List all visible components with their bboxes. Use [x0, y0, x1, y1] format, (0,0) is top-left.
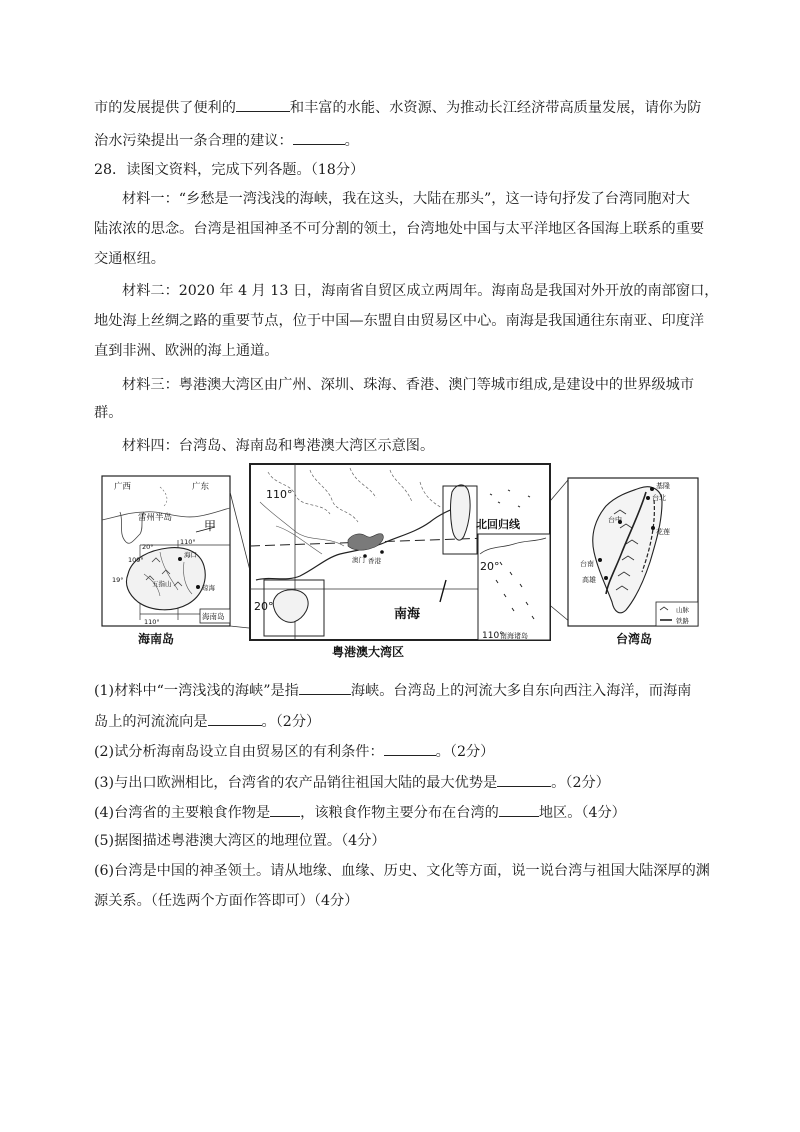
- intro-line-1: [94, 97, 701, 118]
- label-lat-20: 20°: [142, 543, 154, 551]
- label-haikou: 海口: [184, 551, 197, 559]
- question-text: 。（2分）: [435, 744, 495, 760]
- hainan-map: [102, 476, 230, 646]
- question-4: [94, 802, 626, 823]
- taiwan-map: [568, 478, 698, 646]
- answer-blank[interactable]: [293, 130, 345, 145]
- label-lon-110: 110°: [180, 538, 196, 546]
- answer-blank[interactable]: [299, 680, 351, 695]
- material-4: 材料四：台湾岛、海南岛和粤港澳大湾区示意图。: [122, 438, 435, 454]
- material-1-line-1: 材料一：“乡愁是一湾浅浅的海峡，我在这头，大陆在那头”，这一诗句抒发了台湾同胞对大: [122, 191, 690, 207]
- material-1-line-3: 交通枢纽。: [94, 251, 165, 267]
- label-lat-20-center: 20°: [254, 600, 274, 613]
- label-kaohsiung: 高雄: [582, 576, 596, 584]
- intro-text: 市的发展提供了便利的: [94, 100, 236, 116]
- label-lon-110-center: 110°: [266, 488, 293, 501]
- intro-line-2: [94, 130, 359, 151]
- label-hainan-box: 海南岛: [202, 612, 225, 621]
- material-2-line-1: 材料二：2020 年 4 月 13 日，海南省自贸区成立两周年。海南岛是我国对外开放的南部窗口，: [122, 283, 719, 299]
- label-qionghai: 琼海: [202, 584, 215, 592]
- label-guangxi: 广西: [114, 482, 132, 492]
- label-lat-20-inset: 20°: [480, 560, 500, 573]
- material-3-line-1: 材料三：粤港澳大湾区由广州、深圳、珠海、香港、澳门等城市组成,是建设中的世界级城市: [122, 377, 695, 393]
- label-guangdong: 广东: [192, 482, 210, 492]
- question-text: 。（2分）: [261, 714, 321, 730]
- question-text: (4)台湾省的主要粮食作物是: [94, 805, 271, 821]
- label-tropic-of-cancer: 北回归线: [476, 518, 520, 531]
- caption-hainan: 海南岛: [138, 632, 175, 646]
- label-lon-110-bottom: 110°: [144, 618, 160, 626]
- label-taipei: 台北: [652, 494, 666, 502]
- map-figure: [100, 462, 700, 662]
- label-leizhou: 雷州半岛: [138, 513, 173, 523]
- answer-blank[interactable]: [499, 802, 539, 817]
- label-taichung: 台中: [608, 516, 622, 524]
- answer-blank[interactable]: [236, 97, 290, 112]
- question-text: (3)与出口欧洲相比，台湾省的农产品销往祖国大陆的最大优势是: [94, 775, 498, 791]
- label-hong-kong: 香港: [368, 557, 381, 565]
- material-2-line-3: 直到非洲、欧洲的海上通道。: [94, 343, 279, 359]
- label-macau: 澳门: [352, 556, 365, 564]
- question-1-line-2: [94, 711, 320, 732]
- material-3-line-2: 群。: [94, 405, 123, 421]
- question-text: 地区。（4分）: [538, 805, 626, 821]
- label-south-china-sea: 南海: [394, 607, 421, 622]
- question-2: [94, 741, 494, 762]
- label-tainan: 台南: [580, 560, 594, 568]
- question-text: ，该粮食作物主要分布在台湾的: [300, 805, 499, 821]
- answer-blank[interactable]: [384, 741, 436, 756]
- answer-blank[interactable]: [208, 711, 262, 726]
- intro-text: 治水污染提出一条合理的建议：: [94, 133, 293, 149]
- map-figure-svg: [100, 462, 700, 662]
- label-lon-109: 109°: [128, 556, 144, 564]
- label-keelung: 基隆: [656, 482, 670, 490]
- material-1-line-2: 陆浓浓的思念。台湾是祖国神圣不可分割的领土，台湾地处中国与太平洋地区各国海上联系的重要: [94, 221, 705, 237]
- answer-blank[interactable]: [497, 772, 551, 787]
- label-south-sea-islands: 南海诸岛: [500, 632, 528, 640]
- label-lat-19: 19°: [112, 576, 124, 584]
- question-text: 岛上的河流流向是: [94, 714, 208, 730]
- intro-text: 和丰富的水能、水资源、为推动长江经济带高质量发展，请你为防: [289, 100, 702, 116]
- label-jia: 甲: [204, 519, 217, 533]
- label-hualien: 花莲: [656, 528, 670, 536]
- question-1-line-1: [94, 680, 691, 701]
- material-2-line-2: 地处海上丝绸之路的重要节点，位于中国—东盟自由贸易区中心。南海是我国通往东南亚、印度洋: [94, 313, 705, 329]
- caption-taiwan: 台湾岛: [616, 632, 653, 646]
- question-text: 。（2分）: [551, 775, 610, 791]
- question-28-title: 28．读图文资料，完成下列各题。（18分）: [94, 162, 365, 178]
- question-6-line-1: (6)台湾是中国的神圣领土。请从地缘、血缘、历史、文化等方面，说一说台湾与祖国大陆深厚的渊: [94, 863, 710, 879]
- answer-blank[interactable]: [270, 802, 300, 817]
- question-text: (1)材料中“一湾浅浅的海峡”是指: [94, 683, 299, 699]
- legend-mountain: 山脉: [676, 606, 689, 614]
- legend-railway: 铁路: [676, 617, 689, 625]
- question-text: (2)试分析海南岛设立自由贸易区的有利条件：: [94, 744, 384, 760]
- greater-bay-map: [250, 464, 550, 659]
- label-lon-110-inset: 110°: [482, 631, 504, 641]
- intro-text: 。: [344, 133, 359, 149]
- caption-greater-bay: 粤港澳大湾区: [332, 645, 405, 659]
- question-6-line-2: 源关系。（任选两个方面作答即可）（4分）: [94, 893, 359, 909]
- question-text: 海峡。台湾岛上的河流大多自东向西注入海洋，而海南: [350, 683, 692, 699]
- question-3: [94, 772, 610, 793]
- label-wuzhi: 五指山: [152, 580, 172, 588]
- question-5: (5)据图描述粤港澳大湾区的地理位置。（4分）: [94, 833, 386, 849]
